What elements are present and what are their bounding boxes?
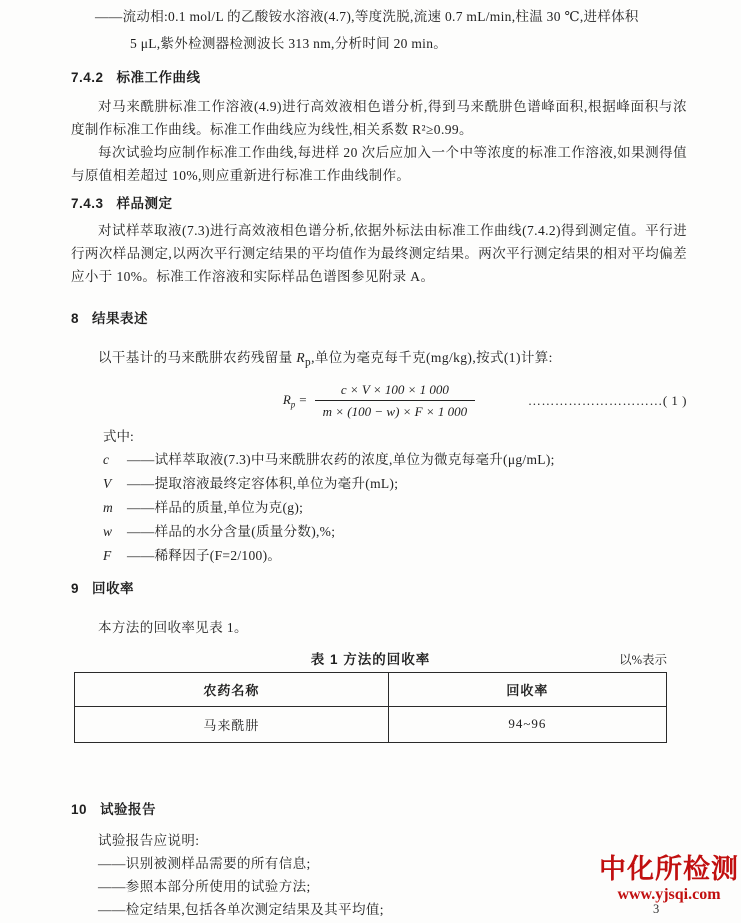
table-row — [75, 706, 667, 742]
page-number: 3 — [653, 902, 660, 916]
cell-pesticide-name: 马来酰肼 — [75, 706, 389, 742]
table-caption-row — [74, 651, 667, 669]
symbol: c — [103, 451, 110, 467]
equals-sign: = — [299, 391, 307, 407]
dotted-leader: ………………………… — [527, 392, 663, 408]
lead-text-pre: 以干基计的马来酰肼农药残留量 — [98, 350, 297, 365]
watermark — [599, 853, 739, 904]
residue-symbol: R — [296, 350, 306, 365]
symbol-definitions — [103, 448, 687, 568]
report-item: ——检定结果,包括各单次测定结果及其平均值; — [98, 901, 384, 917]
symbol: V — [103, 475, 112, 491]
heading-title: 试验报告 — [100, 801, 157, 817]
paragraph-standard-curve-1: 对马来酰肼标准工作溶液(4.9)进行高效液相色谱分析,得到马来酰肼色谱峰面积,根据峰面积与浓度制作标准工作曲线。标准工作曲线应为线性,相关系数 R²≥0.99。 — [71, 99, 687, 137]
equation-1 — [71, 379, 687, 423]
report-item: ——识别被测样品需要的所有信息; — [98, 855, 311, 871]
watermark-url: www.yjsqi.com — [617, 886, 721, 903]
definition-row-m — [103, 496, 687, 520]
mobile-phase-continuation — [71, 0, 687, 57]
watermark-title: 中化所检测 — [599, 854, 739, 884]
definition-row-V — [103, 472, 687, 496]
report-item-list — [71, 852, 687, 921]
symbol: w — [103, 523, 113, 539]
lead-text-post: ,单位为毫克每千克(mg/kg),按式(1)计算: — [311, 350, 553, 365]
symbol: m — [103, 499, 114, 515]
heading-title: 回收率 — [92, 580, 135, 596]
paragraph-report-lead: 试验报告应说明: — [98, 832, 200, 848]
symbol-description: ——样品的水分含量(质量分数),%; — [127, 523, 336, 539]
heading-number: 8 — [71, 311, 80, 326]
definition-row-F — [103, 544, 687, 568]
where-label: 式中: — [103, 428, 134, 444]
symbol-description: ——稀释因子(F=2/100)。 — [127, 547, 282, 563]
heading-number: 7.4.2 — [71, 70, 104, 85]
column-header-pesticide-name: 农药名称 — [75, 672, 389, 706]
fraction-denominator: m × (100 − w) × F × 1 000 — [315, 400, 476, 420]
lhs-variable: R — [282, 391, 291, 407]
table-caption: 表 1 方法的回收率 — [310, 651, 431, 667]
mobile-phase-line-1: ——流动相:0.1 mol/L 的乙酸铵水溶液(4.7),等度洗脱,流速 0.7 mL/min,柱温 30 ℃,进样体积 — [95, 9, 639, 24]
equation-number — [528, 393, 687, 409]
symbol-description: ——试样萃取液(7.3)中马来酰肼农药的浓度,单位为微克每毫升(μg/mL); — [127, 451, 555, 467]
heading-title: 标准工作曲线 — [116, 70, 201, 85]
symbol: F — [103, 547, 112, 563]
paragraph-result-lead — [71, 346, 687, 375]
heading-title: 样品测定 — [116, 196, 173, 211]
table-header-row — [75, 672, 667, 706]
recovery-table — [74, 672, 667, 743]
mobile-phase-line-2: 5 μL,紫外检测器检测波长 313 nm,分析时间 20 min。 — [130, 36, 448, 51]
residue-symbol-subscript: p — [305, 356, 312, 369]
heading-title: 结果表述 — [92, 311, 149, 326]
table-unit-note: 以%表示 — [619, 652, 667, 667]
heading-9 — [71, 580, 687, 598]
lhs-subscript: p — [290, 399, 296, 410]
heading-number: 9 — [71, 580, 80, 596]
symbol-description: ——样品的质量,单位为克(g); — [127, 499, 304, 515]
equation-lhs — [283, 392, 311, 410]
definition-row-c — [103, 448, 687, 472]
paragraph-sample-determination: 对试样萃取液(7.3)进行高效液相色谱分析,依据外标法由标准工作曲线(7.4.2)得到测定值。平行进行两次样品测定,以两次平行测定结果的平均值作为最终测定结果。两次平行测定结果的相对平均偏差应小于 10%。标准工作溶液和实际样品色谱图参见附录 A。 — [71, 223, 687, 284]
page-content — [71, 0, 687, 921]
heading-7-4-2 — [71, 69, 687, 87]
definition-row-w — [103, 520, 687, 544]
cell-recovery-value: 94~96 — [388, 706, 666, 742]
heading-7-4-3 — [71, 195, 687, 213]
report-item: ——参照本部分所使用的试验方法; — [98, 878, 311, 894]
heading-8 — [71, 310, 687, 328]
heading-number: 7.4.3 — [71, 196, 104, 211]
paragraph-standard-curve-2: 每次试验均应制作标准工作曲线,每进样 20 次后应加入一个中等浓度的标准工作溶液,如果测得值与原值相差超过 10%,则应重新进行标准工作曲线制作。 — [71, 145, 687, 183]
column-header-recovery-rate: 回收率 — [388, 672, 666, 706]
paragraph-recovery-lead: 本方法的回收率见表 1。 — [98, 619, 248, 635]
equation-fraction — [315, 381, 476, 420]
symbol-description: ——提取溶液最终定容体积,单位为毫升(mL); — [127, 475, 399, 491]
heading-10 — [71, 801, 687, 819]
fraction-numerator: c × V × 100 × 1 000 — [340, 382, 449, 398]
heading-number: 10 — [71, 801, 88, 817]
equation-label: ( 1 ) — [662, 392, 687, 408]
